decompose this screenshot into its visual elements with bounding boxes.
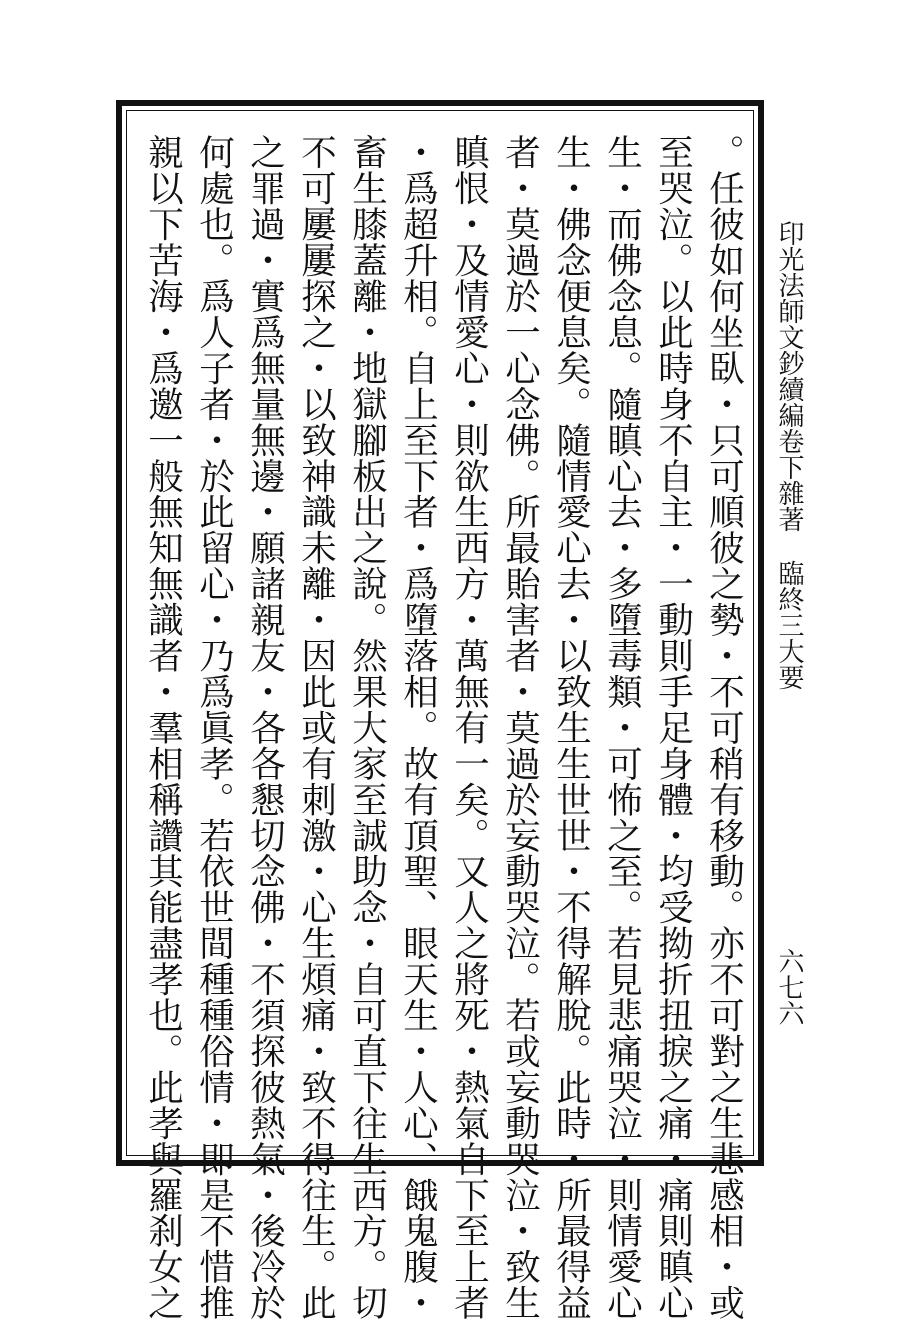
text-column-8: 畜生膝蓋離・地獄腳板出之說。然果大家至誠助念・自可直下往生西方。切 bbox=[346, 134, 388, 1320]
section-label: 雜著 bbox=[774, 480, 804, 532]
text-column-7: ・爲超升相。自上至下者・爲墮落相。故有頂聖、眼天生・人心、餓鬼腹・ bbox=[397, 134, 439, 1320]
text-column-11: 何處也。爲人子者・於此留心・乃爲眞孝。若依世間種種俗情・即是不惜推 bbox=[193, 134, 235, 1320]
text-column-10: 之罪過・實爲無量無邊・願諸親友・各各懇切念佛・不須探彼熱氣・後冷於 bbox=[244, 134, 286, 1320]
page-number: 六七六 bbox=[774, 948, 804, 1026]
text-column-3: 生・而佛念息。隨瞋心去・多墮毒類・可怖之至。若見悲痛哭泣・則情愛心 bbox=[601, 134, 643, 1320]
text-column-4: 生・佛念便息矣。隨情愛心去・以致生生世世・不得解脫。此時・所最得益 bbox=[550, 134, 592, 1320]
text-column-5: 者・莫過於一心念佛。所最貽害者・莫過於妄動哭泣。若或妄動哭泣・致生 bbox=[499, 134, 541, 1320]
text-column-1: 。任彼如何坐臥・只可順彼之勢・不可稍有移動。亦不可對之生悲感相・或 bbox=[703, 134, 745, 1320]
book-title: 印光法師文鈔續編卷下 bbox=[774, 220, 804, 480]
chapter-title: 臨終三大要 bbox=[774, 560, 804, 690]
text-column-9: 不可屢屢探之・以致神識未離・因此或有刺激・心生煩痛・致不得往生。此 bbox=[295, 134, 337, 1320]
text-column-2: 至哭泣。以此時身不自主・一動則手足身體・均受拗折扭捩之痛・痛則瞋心 bbox=[652, 134, 694, 1320]
text-column-12: 親以下苦海・爲邀一般無知無識者・羣相稱讚其能盡孝也。此孝與羅刹女之 bbox=[142, 134, 184, 1320]
text-column-6: 瞋恨・及情愛心・則欲生西方・萬無有一矣。又人之將死・熱氣自下至上者 bbox=[448, 134, 490, 1320]
